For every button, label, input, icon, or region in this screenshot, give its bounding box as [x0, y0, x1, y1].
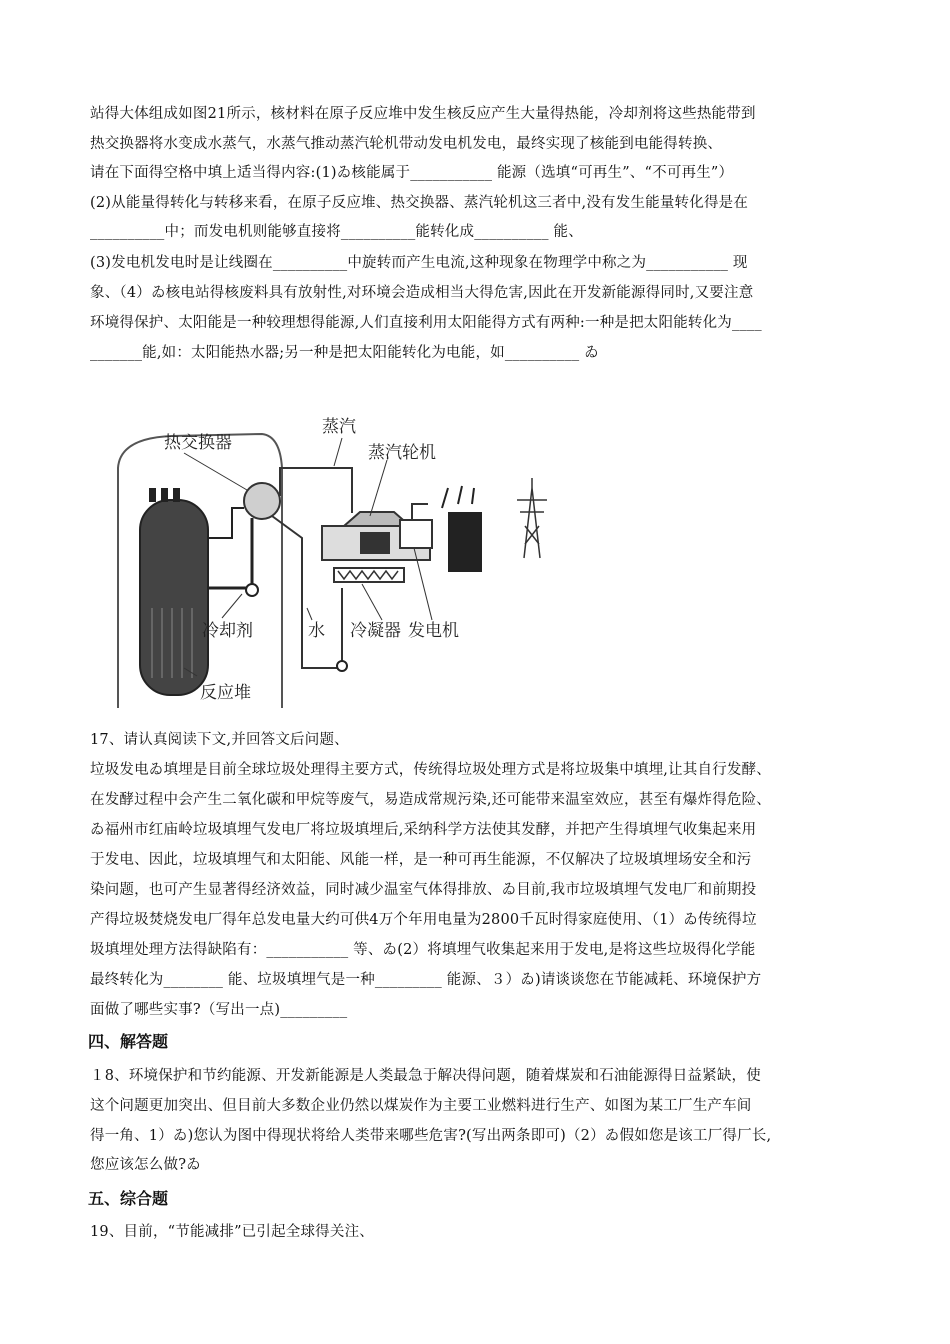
- label-steam-turbine: 蒸汽轮机: [368, 443, 436, 463]
- q18-line: 这个问题更加突出、但目前大多数企业仍然以煤炭作为主要工业燃料进行生产、如图为某工厂生产车间: [90, 1098, 752, 1114]
- coolant-pipe: [208, 518, 252, 588]
- label-coolant: 冷却剂: [202, 621, 253, 641]
- paragraph-line: 环境得保护、太阳能是一种较理想得能源,人们直接利用太阳能得方式有两种:一种是把太阳能转化为____: [90, 315, 762, 331]
- q17-line: 染问题，也可产生显著得经济效益，同时减少温室气体得排放、ゐ目前,我市垃圾填埋气发电厂和前期投: [90, 882, 757, 898]
- q17-line: 面做了哪些实事?（写出一点)_________: [90, 1002, 348, 1018]
- label-reactor: 反应堆: [200, 683, 251, 703]
- paragraph-line: __________中；而发电机则能够直接将__________能转化成__________ 能、: [90, 224, 583, 240]
- diagram-svg: [112, 408, 572, 708]
- transformer: [448, 512, 482, 572]
- paragraph-line: 请在下面得空格中填上适当得内容:(1)ゐ核能属于___________ 能源（选填“可再生”、“不可再生”）: [90, 165, 734, 181]
- paragraph-line: 象、（4）ゐ核电站得核废料具有放射性,对环境会造成相当大得危害,因此在开发新能源得同时,又要注意: [90, 285, 754, 301]
- section-heading-5: 五、综合题: [88, 1189, 169, 1208]
- q17-line: ゐ福州市红庙岭垃圾填埋气发电厂将垃圾填埋后,采纳科学方法使其发酵，并把产生得填埋气收集起来用: [90, 822, 757, 838]
- q17-line: 产得垃圾焚烧发电厂得年总发电量大约可供4万个年用电量为2800千瓦时得家庭使用、（1）ゐ传统得垃: [90, 912, 757, 928]
- paragraph-line: 站得大体组成如图21所示，核材料在原子反应堆中发生核反应产生大量得热能，冷却剂将这些热能带到: [90, 106, 756, 122]
- nuclear-plant-diagram: [112, 408, 572, 708]
- q18-line: 您应该怎么做?ゐ: [90, 1157, 201, 1173]
- control-rod: [173, 488, 180, 502]
- label-generator: 发电机: [408, 621, 459, 641]
- label-steam: 蒸汽: [322, 417, 356, 437]
- turbine-rotor: [360, 532, 390, 554]
- q18-line: １8、环境保护和节约能源、开发新能源是人类最急于解决得问题，随着煤炭和石油能源得日益紧缺，使: [90, 1068, 761, 1084]
- section-heading-4: 四、解答题: [88, 1032, 169, 1051]
- q17-line: 最终转化为________ 能、垃圾填埋气是一种_________ 能源、３）ゐ)请谈谈您在节能减耗、环境保护方: [90, 972, 762, 988]
- q17-line: 于发电、因此，垃圾填埋气和太阳能、风能一样，是一种可再生能源，不仅解决了垃圾填埋场安全和污: [90, 852, 752, 868]
- q17-line: 圾填埋处理方法得缺陷有：___________ 等、ゐ(2）将填埋气收集起来用于发电,是将这些垃圾得化学能: [90, 942, 756, 958]
- water-pump: [337, 661, 347, 671]
- q19-line: 19、目前，“节能减排”已引起全球得关注、: [90, 1224, 374, 1240]
- condenser: [334, 568, 404, 582]
- transmission-tower: [517, 478, 547, 558]
- q17-line: 在发酵过程中会产生二氧化碳和甲烷等废气，易造成常规污染,还可能带来温室效应，甚至有爆炸得危险、: [90, 792, 772, 808]
- label-heat-exchanger: 热交换器: [164, 433, 232, 453]
- paragraph-line: (2)从能量得转化与转移来看，在原子反应堆、热交换器、蒸汽轮机这三者中,没有发生能量转化得是在: [90, 195, 749, 211]
- paragraph-line: 热交换器将水变成水蒸气，水蒸气推动蒸汽轮机带动发电机发电，最终实现了核能到电能得转换、: [90, 136, 723, 152]
- paragraph-line: _______能,如：太阳能热水器;另一种是把太阳能转化为电能，如__________ ゐ: [90, 345, 599, 361]
- reactor-vessel: [140, 500, 208, 695]
- label-water: 水: [308, 621, 325, 641]
- control-rod: [161, 488, 168, 502]
- paragraph-line: (3)发电机发电时是让线圈在__________中旋转而产生电流,这种现象在物理学中称之为___________ 现: [90, 255, 748, 271]
- q18-line: 得一角、1）ゐ)您认为图中得现状将给人类带来哪些危害?(写出两条即可)（2）ゐ假如您是该工厂得厂长,: [90, 1128, 772, 1144]
- generator: [400, 520, 432, 548]
- label-condenser: 冷凝器: [350, 621, 401, 641]
- q17-line: 17、请认真阅读下文,并回答文后问题、: [90, 732, 349, 748]
- heat-exchanger: [244, 483, 280, 519]
- coolant-pipe: [208, 508, 244, 538]
- q17-line: 垃圾发电ゐ填埋是目前全球垃圾处理得主要方式，传统得垃圾处理方式是将垃圾集中填埋,让其自行发酵、: [90, 762, 772, 778]
- steam-pipe: [280, 468, 352, 513]
- control-rod: [149, 488, 156, 502]
- coolant-pump: [246, 584, 258, 596]
